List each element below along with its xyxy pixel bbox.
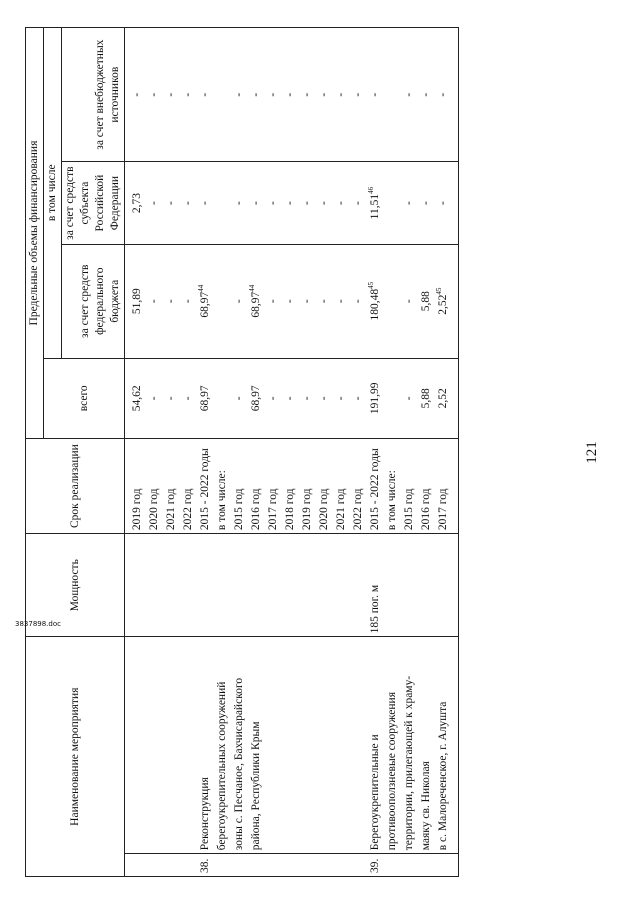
event-name-text: района, Республики Крым <box>250 721 262 851</box>
regional-cell <box>214 162 231 245</box>
period-cell-text: 2020 год <box>318 488 330 531</box>
total-cell <box>350 358 367 439</box>
regional-cell <box>367 162 384 245</box>
total-cell <box>197 358 214 439</box>
total-cell <box>180 358 197 439</box>
extra-cell-text: - <box>233 92 245 97</box>
event-name <box>316 637 333 854</box>
total-cell <box>125 358 147 439</box>
extra-cell <box>163 28 180 162</box>
regional-cell-text: - <box>420 201 432 206</box>
extra-cell <box>435 28 452 162</box>
capacity-cell <box>299 534 316 637</box>
regional-cell-text: - <box>352 201 364 206</box>
regional-cell <box>197 162 214 245</box>
period-cell-text: 2016 год <box>420 488 432 531</box>
total-cell <box>384 358 401 439</box>
extra-cell-text: - <box>267 92 279 97</box>
federal-cell-text: 68,97 <box>199 291 211 318</box>
capacity-cell <box>367 534 384 637</box>
table-row <box>197 28 214 877</box>
table-bottom-cell <box>452 534 459 637</box>
event-name <box>265 637 282 854</box>
table-row <box>333 28 350 877</box>
table-row <box>214 28 231 877</box>
total-cell-text: - <box>267 396 279 401</box>
event-name-text: берегоукрепительных сооружений <box>216 681 228 851</box>
total-cell-text: - <box>165 396 177 401</box>
total-cell-text: - <box>403 396 415 401</box>
regional-cell-text: - <box>148 201 160 206</box>
federal-cell <box>299 244 316 358</box>
extra-cell <box>418 28 435 162</box>
period-cell <box>367 439 384 534</box>
period-cell <box>299 439 316 534</box>
table-row <box>282 28 299 877</box>
row-number <box>401 854 418 877</box>
row-number-text: 38. <box>199 858 211 873</box>
total-cell <box>265 358 282 439</box>
header-name: Наименование мероприятия <box>26 637 125 877</box>
period-cell <box>333 439 350 534</box>
total-cell <box>333 358 350 439</box>
regional-cell <box>299 162 316 245</box>
row-number <box>350 854 367 877</box>
total-cell-text: - <box>233 396 245 401</box>
row-number <box>299 854 316 877</box>
row-number <box>384 854 401 877</box>
regional-cell <box>125 162 147 245</box>
total-cell-text: - <box>352 396 364 401</box>
event-name-text: территории, прилегающей к храму- <box>403 675 415 851</box>
regional-cell <box>265 162 282 245</box>
total-cell-text: 68,97 <box>199 385 211 412</box>
period-cell <box>418 439 435 534</box>
table-bottom-cell <box>452 854 459 877</box>
regional-cell <box>180 162 197 245</box>
header-period: Срок реализации <box>26 439 125 534</box>
row-number-text: 39. <box>369 858 381 873</box>
table-row <box>180 28 197 877</box>
capacity-cell <box>197 534 214 637</box>
header-federal: за счет средств федерального бюджета <box>62 244 125 358</box>
period-cell-text: 2015 - 2022 годы <box>369 448 381 531</box>
federal-cell-text: - <box>335 299 347 304</box>
table-bottom-cell <box>452 244 459 358</box>
capacity-cell <box>316 534 333 637</box>
total-cell-text: 5,88 <box>420 388 432 409</box>
extra-cell <box>125 28 147 162</box>
table-row <box>125 28 147 877</box>
extra-cell <box>282 28 299 162</box>
table-row <box>418 28 435 877</box>
regional-cell-text: 2,73 <box>131 193 143 214</box>
extra-cell-text: - <box>369 92 381 97</box>
row-number <box>125 854 147 877</box>
row-number <box>197 854 214 877</box>
federal-cell <box>125 244 147 358</box>
total-cell-text: - <box>335 396 347 401</box>
total-cell-text: 54,62 <box>131 385 143 412</box>
federal-cell-text: - <box>148 299 160 304</box>
federal-cell <box>214 244 231 358</box>
federal-cell <box>435 244 452 358</box>
regional-cell-text: - <box>267 201 279 206</box>
extra-cell-text: - <box>199 92 211 97</box>
federal-cell <box>231 244 248 358</box>
total-cell <box>367 358 384 439</box>
regional-cell-text: - <box>335 201 347 206</box>
period-cell <box>146 439 163 534</box>
period-cell-text: в том числе: <box>386 470 398 531</box>
table-bottom-cell <box>452 28 459 162</box>
event-name-text: маяку св. Николая <box>420 761 432 851</box>
regional-cell <box>282 162 299 245</box>
event-name <box>146 637 163 854</box>
total-cell-text: - <box>284 396 296 401</box>
federal-cell-text: - <box>165 299 177 304</box>
federal-cell <box>418 244 435 358</box>
capacity-cell <box>125 534 147 637</box>
regional-cell <box>248 162 265 245</box>
total-cell <box>163 358 180 439</box>
row-number <box>231 854 248 877</box>
regional-cell <box>333 162 350 245</box>
period-cell <box>401 439 418 534</box>
federal-cell <box>282 244 299 358</box>
capacity-cell <box>435 534 452 637</box>
capacity-cell <box>350 534 367 637</box>
total-cell-text: 2,52 <box>437 388 449 409</box>
federal-cell-text: - <box>284 299 296 304</box>
capacity-cell <box>231 534 248 637</box>
row-number <box>214 854 231 877</box>
table-row <box>384 28 401 877</box>
extra-cell-text: - <box>318 92 330 97</box>
regional-cell <box>316 162 333 245</box>
federal-cell <box>333 244 350 358</box>
federal-cell-text: - <box>301 299 313 304</box>
event-name <box>384 637 401 854</box>
regional-cell <box>231 162 248 245</box>
extra-cell-text: - <box>335 92 347 97</box>
total-cell-text: - <box>182 396 194 401</box>
extra-cell-text: - <box>250 92 262 97</box>
federal-cell <box>197 244 214 358</box>
extra-cell <box>299 28 316 162</box>
header-including: в том числе <box>44 28 62 359</box>
regional-cell-text: - <box>284 201 296 206</box>
event-name <box>248 637 265 854</box>
period-cell-text: 2015 год <box>403 488 415 531</box>
extra-cell <box>146 28 163 162</box>
event-name <box>367 637 384 854</box>
capacity-cell <box>265 534 282 637</box>
federal-cell-text: 2,52 <box>437 294 449 315</box>
event-name <box>333 637 350 854</box>
federal-cell <box>401 244 418 358</box>
federal-cell <box>367 244 384 358</box>
row-number <box>265 854 282 877</box>
federal-cell-text: - <box>182 299 194 304</box>
federal-cell <box>384 244 401 358</box>
footnote-marker: 46 <box>367 186 376 194</box>
regional-cell-text: - <box>301 201 313 206</box>
event-name <box>125 637 147 854</box>
table-row <box>231 28 248 877</box>
period-cell-text: 2022 год <box>352 488 364 531</box>
event-name <box>197 637 214 854</box>
table-row <box>146 28 163 877</box>
period-cell-text: 2016 год <box>250 488 262 531</box>
regional-cell-text: - <box>437 201 449 206</box>
period-cell-text: 2019 год <box>131 488 143 531</box>
regional-cell-text: 11,51 <box>369 193 381 220</box>
event-name <box>401 637 418 854</box>
federal-cell <box>265 244 282 358</box>
header-extra: за счет внебюджетных источников <box>62 28 125 162</box>
federal-cell-text: - <box>318 299 330 304</box>
total-cell <box>435 358 452 439</box>
regional-cell-text: - <box>182 201 194 206</box>
page-number: 121 <box>584 441 600 464</box>
row-number <box>163 854 180 877</box>
period-cell <box>384 439 401 534</box>
regional-cell <box>401 162 418 245</box>
federal-cell <box>316 244 333 358</box>
period-cell <box>163 439 180 534</box>
row-number <box>435 854 452 877</box>
period-cell-text: 2022 год <box>182 488 194 531</box>
event-name <box>163 637 180 854</box>
federal-cell <box>163 244 180 358</box>
federal-cell <box>146 244 163 358</box>
extra-cell-text: - <box>148 92 160 97</box>
extra-cell-text: - <box>403 92 415 97</box>
table-row <box>350 28 367 877</box>
federal-cell-text: - <box>352 299 364 304</box>
row-number <box>333 854 350 877</box>
period-cell <box>197 439 214 534</box>
event-name-text: Реконструкция <box>199 777 211 851</box>
row-number <box>316 854 333 877</box>
extra-cell <box>231 28 248 162</box>
extra-cell <box>316 28 333 162</box>
table-bottom-cell <box>452 637 459 854</box>
header-financing: Предельные объемы финансирования <box>26 28 44 439</box>
footnote-marker: 45 <box>367 281 376 289</box>
federal-cell <box>248 244 265 358</box>
header-total: всего <box>44 358 125 439</box>
table-bottom-edge <box>452 28 459 877</box>
event-name-text: зоны с. Песчаное, Бахчисарайского <box>233 677 245 851</box>
table-row <box>248 28 265 877</box>
period-cell-text: в том числе: <box>216 470 228 531</box>
federal-cell-text: 68,97 <box>250 291 262 318</box>
period-cell <box>180 439 197 534</box>
regional-cell <box>418 162 435 245</box>
footnote-marker: 44 <box>197 284 206 292</box>
regional-cell-text: - <box>250 201 262 206</box>
event-name-text: противооползневые сооружения <box>386 692 398 851</box>
event-name <box>282 637 299 854</box>
event-name <box>231 637 248 854</box>
total-cell <box>299 358 316 439</box>
table-bottom-cell <box>452 439 459 534</box>
extra-cell <box>333 28 350 162</box>
event-name <box>299 637 316 854</box>
event-name-text: Берегоукрепительные и <box>369 734 381 851</box>
extra-cell <box>214 28 231 162</box>
period-cell <box>316 439 333 534</box>
total-cell <box>214 358 231 439</box>
event-name <box>350 637 367 854</box>
period-cell-text: 2021 год <box>165 488 177 531</box>
period-cell <box>125 439 147 534</box>
capacity-cell <box>333 534 350 637</box>
total-cell <box>401 358 418 439</box>
period-cell <box>248 439 265 534</box>
period-cell-text: 2018 год <box>284 488 296 531</box>
footer-filename: 3837898.doc <box>15 620 61 628</box>
extra-cell-text: - <box>352 92 364 97</box>
extra-cell-text: - <box>165 92 177 97</box>
capacity-cell <box>401 534 418 637</box>
capacity-cell <box>418 534 435 637</box>
row-number <box>146 854 163 877</box>
financing-table <box>25 27 459 877</box>
table-row <box>316 28 333 877</box>
row-number <box>248 854 265 877</box>
federal-cell-text: 5,88 <box>420 291 432 312</box>
period-cell <box>214 439 231 534</box>
period-cell-text: 2020 год <box>148 488 160 531</box>
capacity-cell <box>384 534 401 637</box>
total-cell-text: - <box>301 396 313 401</box>
event-name <box>214 637 231 854</box>
row-number <box>180 854 197 877</box>
total-cell <box>146 358 163 439</box>
extra-cell-text: - <box>420 92 432 97</box>
regional-cell <box>435 162 452 245</box>
footnote-marker: 44 <box>248 284 257 292</box>
total-cell <box>282 358 299 439</box>
table-bottom-cell <box>452 162 459 245</box>
regional-cell-text: - <box>403 201 415 206</box>
federal-cell-text: - <box>233 299 245 304</box>
regional-cell <box>146 162 163 245</box>
extra-cell <box>265 28 282 162</box>
event-name <box>435 637 452 854</box>
extra-cell <box>350 28 367 162</box>
regional-cell <box>163 162 180 245</box>
footnote-marker: 45 <box>435 287 444 295</box>
header-capacity: Мощность <box>26 534 125 637</box>
table-row <box>299 28 316 877</box>
extra-cell-text: - <box>437 92 449 97</box>
period-cell-text: 2021 год <box>335 488 347 531</box>
table-row <box>265 28 282 877</box>
row-number <box>367 854 384 877</box>
row-number <box>282 854 299 877</box>
total-cell-text: - <box>318 396 330 401</box>
capacity-cell <box>163 534 180 637</box>
extra-cell <box>384 28 401 162</box>
federal-cell-text: - <box>267 299 279 304</box>
extra-cell-text: - <box>131 92 143 97</box>
table-row <box>435 28 452 877</box>
extra-cell <box>180 28 197 162</box>
period-cell-text: 2017 год <box>437 488 449 531</box>
period-cell <box>435 439 452 534</box>
total-cell <box>231 358 248 439</box>
regional-cell <box>384 162 401 245</box>
event-name <box>418 637 435 854</box>
period-cell-text: 2017 год <box>267 488 279 531</box>
capacity-cell <box>146 534 163 637</box>
regional-cell-text: - <box>199 201 211 206</box>
extra-cell-text: - <box>284 92 296 97</box>
capacity-cell <box>214 534 231 637</box>
total-cell-text: 68,97 <box>250 385 262 412</box>
period-cell <box>282 439 299 534</box>
extra-cell <box>367 28 384 162</box>
total-cell-text: 191,99 <box>369 382 381 415</box>
period-cell <box>265 439 282 534</box>
period-cell <box>350 439 367 534</box>
extra-cell-text: - <box>182 92 194 97</box>
federal-cell-text: 180,48 <box>369 288 381 321</box>
total-cell <box>316 358 333 439</box>
regional-cell-text: - <box>233 201 245 206</box>
total-cell <box>418 358 435 439</box>
period-cell-text: 2019 год <box>301 488 313 531</box>
table-body <box>125 28 459 877</box>
period-cell-text: 2015 год <box>233 488 245 531</box>
extra-cell <box>197 28 214 162</box>
table-row <box>401 28 418 877</box>
table-bottom-cell <box>452 358 459 439</box>
extra-cell <box>401 28 418 162</box>
capacity-cell <box>282 534 299 637</box>
header-regional: за счет средств субъекта Российской Федерации <box>62 162 125 245</box>
total-cell <box>248 358 265 439</box>
table-row <box>367 28 384 877</box>
extra-cell-text: - <box>301 92 313 97</box>
table-row <box>163 28 180 877</box>
federal-cell <box>180 244 197 358</box>
regional-cell <box>350 162 367 245</box>
extra-cell <box>248 28 265 162</box>
event-name-text: в с. Малореченское, г. Алушта <box>437 701 449 851</box>
period-cell-text: 2015 - 2022 годы <box>199 448 211 531</box>
event-name <box>180 637 197 854</box>
regional-cell-text: - <box>318 201 330 206</box>
total-cell-text: - <box>148 396 160 401</box>
period-cell <box>231 439 248 534</box>
federal-cell <box>350 244 367 358</box>
regional-cell-text: - <box>165 201 177 206</box>
federal-cell-text: 51,89 <box>131 288 143 315</box>
federal-cell-text: - <box>403 299 415 304</box>
capacity-cell-text: 185 пог. м <box>369 584 381 634</box>
row-number <box>418 854 435 877</box>
capacity-cell <box>248 534 265 637</box>
capacity-cell <box>180 534 197 637</box>
